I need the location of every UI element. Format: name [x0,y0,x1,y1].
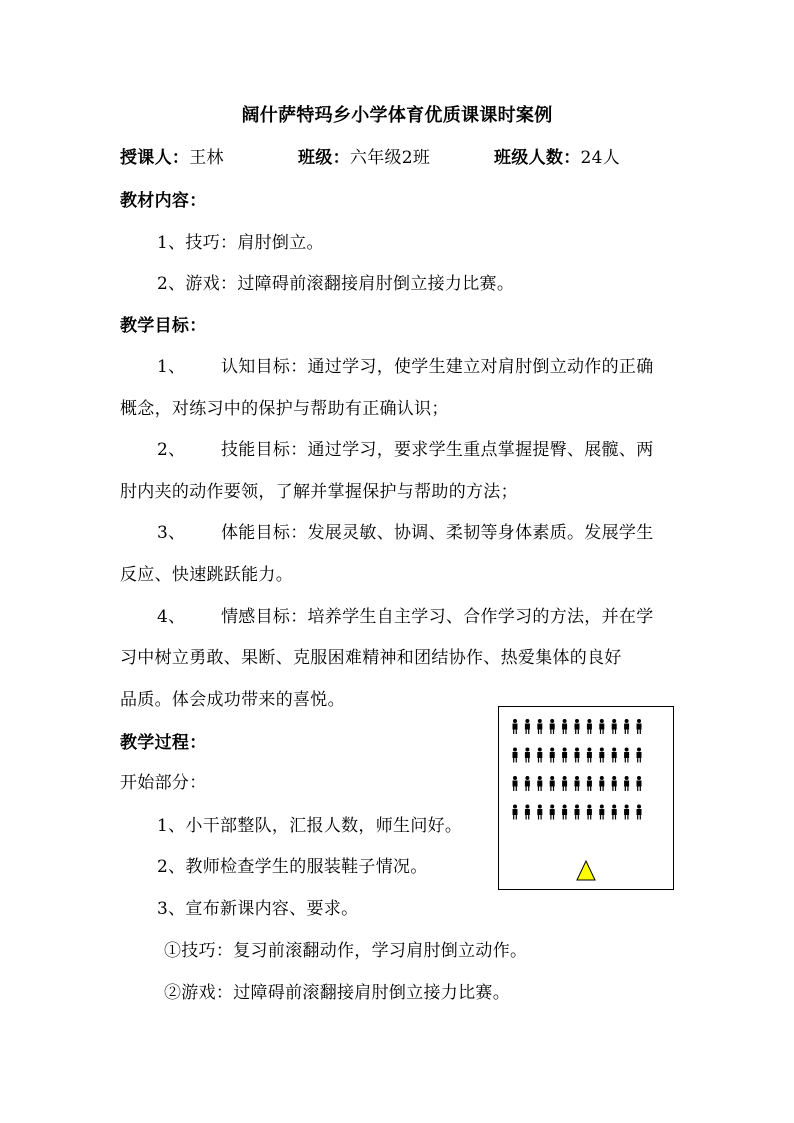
student-figure-icon [525,776,530,791]
student-figure-icon [550,805,555,820]
student-figure-icon [587,805,592,820]
process-subitem-2: ②游戏：过障碍前滚翻接肩肘倒立接力比赛。 [164,983,510,1003]
student-figure-icon [525,719,530,734]
goal-4-line2: 习中树立勇敢、果断、克服困难精神和团结协作、热爱集体的良好 [120,648,622,668]
goal-4-number: 4、 [157,607,186,627]
goal-2-number: 2、 [157,440,186,460]
student-figure-icon [599,805,604,820]
student-figure-icon [537,719,542,734]
student-figure-icon [612,748,617,763]
goal-1-line2: 概念，对练习中的保护与帮助有正确认识； [120,399,449,419]
process-subheading: 开始部分： [120,773,207,793]
student-figure-icon [575,805,580,820]
goals-heading: 教学目标： [120,316,207,336]
student-figure-icon [525,805,530,820]
student-figure-icon [599,776,604,791]
teacher-label: 授课人： [120,148,190,168]
goal-2-line2: 肘内夹的动作要领，了解并掌握保护与帮助的方法； [120,482,518,502]
material-item-2: 2、游戏：过障碍前滚翻接肩肘倒立接力比赛。 [157,274,515,294]
student-figure-icon [513,719,518,734]
student-figure-icon [624,719,629,734]
student-figure-icon [537,776,542,791]
formation-svg [499,707,675,891]
student-figure-icon [550,776,555,791]
student-figure-icon [637,748,642,763]
formation-diagram [498,706,674,890]
info-line [120,146,224,170]
student-figure-icon [513,748,518,763]
student-figure-icon [550,748,555,763]
goal-4-line3: 品质。体会成功带来的喜悦。 [120,690,345,710]
material-heading: 教材内容： [120,191,207,211]
process-item-3: 3、宣布新课内容、要求。 [157,899,359,919]
class-info [298,146,430,170]
student-figure-icon [575,748,580,763]
student-figure-icon [562,719,567,734]
student-figure-icon [562,748,567,763]
student-figure-icon [624,776,629,791]
goal-1-line1: 1、 认知目标：通过学习，使学生建立对肩肘倒立动作的正确 [157,357,654,377]
material-item-1: 1、技巧：肩肘倒立。 [157,233,324,253]
student-figure-icon [537,748,542,763]
class-value: 六年级2班 [349,148,431,168]
student-figure-icon [624,748,629,763]
student-figure-icon [624,805,629,820]
student-figure-icon [599,719,604,734]
goal-1-number: 1、 [157,357,186,377]
process-subitem-1: ①技巧：复习前滚翻动作，学习肩肘倒立动作。 [164,941,528,961]
teacher-value: 王林 [189,148,224,168]
count-value: 24人 [580,148,621,168]
student-figure-icon [537,805,542,820]
goal-3-number: 3、 [157,523,186,543]
student-figure-icon [637,776,642,791]
student-figure-icon [637,719,642,734]
student-figure-icon [587,719,592,734]
process-item-2: 2、教师检查学生的服装鞋子情况。 [157,857,428,877]
student-figure-icon [550,719,555,734]
student-figure-icon [587,776,592,791]
student-figure-icon [612,776,617,791]
student-figure-icon [562,805,567,820]
student-figure-icon [513,805,518,820]
count-label: 班级人数： [494,148,581,168]
student-figure-icon [575,776,580,791]
student-figure-icon [612,805,617,820]
student-figure-icon [637,805,642,820]
student-figure-icon [599,748,604,763]
process-heading: 教学过程： [120,733,207,753]
teacher-triangle-icon [577,861,595,880]
page-title: 阔什萨特玛乡小学体育优质课课时案例 [241,105,553,126]
student-figure-icon [525,748,530,763]
process-item-1: 1、小干部整队，汇报人数，师生问好。 [157,816,463,836]
goal-2-line1: 2、 技能目标：通过学习，要求学生重点掌握提臀、展髋、两 [157,440,654,460]
student-figure-icon [513,776,518,791]
class-label: 班级： [298,148,350,168]
student-figure-icon [562,776,567,791]
student-figure-icon [612,719,617,734]
goal-3-line1: 3、 体能目标：发展灵敏、协调、柔韧等身体素质。发展学生 [157,523,654,543]
count-info [494,146,620,170]
goal-3-line2: 反应、快速跳跃能力。 [120,565,293,585]
goal-4-line1: 4、 情感目标：培养学生自主学习、合作学习的方法，并在学 [157,607,654,627]
student-figure-icon [575,719,580,734]
student-figure-icon [587,748,592,763]
